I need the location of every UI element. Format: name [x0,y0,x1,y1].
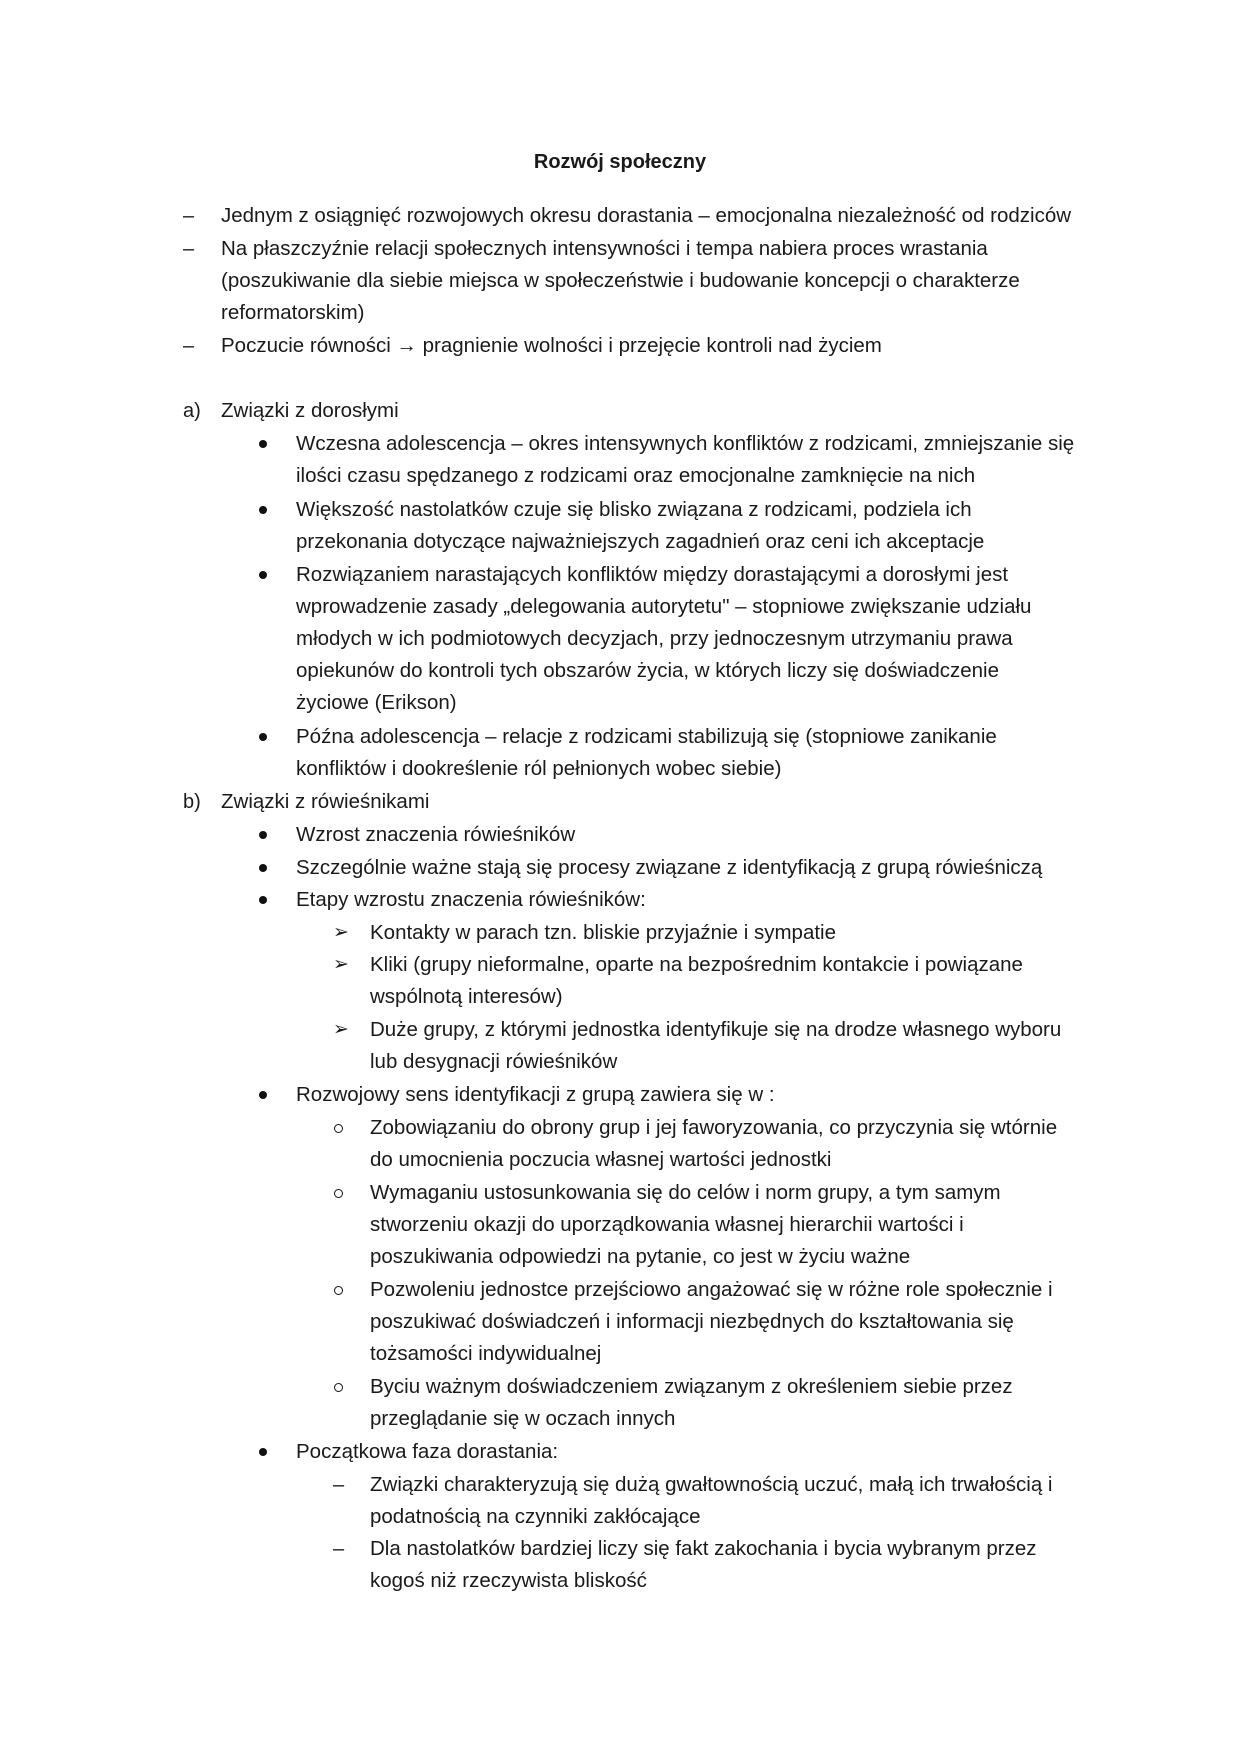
section-b-marker: b) [183,791,201,813]
bullet-dot [259,864,267,872]
section-b-heading: Związki z rówieśnikami [221,790,430,813]
bullet-dot [259,896,267,904]
document-title: Rozwój społeczny [533,151,707,173]
initial-phase-1-line-1: Związki charakteryzują się dużą gwałtownością uczuć, małą ich trwałością i [370,1473,1053,1496]
dash-marker: – [333,1474,345,1496]
bullet-dot [259,831,267,839]
bullet-dot [259,1448,267,1456]
section-a-item-1-line-1: Wczesna adolescencja – okres intensywnych konfliktów z rodzicami, zmniejszanie się [296,432,1075,455]
initial-phase-2-line-1: Dla nastolatków bardziej liczy się fakt zakochania i bycia wybranym przez [370,1537,1037,1560]
identification-2-line-2: stworzeniu okazji do uporządkowania własnej hierarchii wartości i [370,1213,964,1236]
intro-item-2-line-1: Na płaszczyźnie relacji społecznych intensywności i tempa nabiera proces wrastania [221,237,988,260]
section-b-item-2: Szczególnie ważne stają się procesy związane z identyfikacją z grupą rówieśniczą [296,856,1043,879]
identification-heading: Rozwojowy sens identyfikacji z grupą zawiera się w : [296,1083,775,1106]
section-a-item-2-line-1: Większość nastolatków czuje się blisko związana z rodzicami, podziela ich [296,498,972,521]
section-a-marker: a) [183,400,201,422]
intro-item-1-line-1: Jednym z osiągnięć rozwojowych okresu dorastania – emocjonalna niezależność od rodziców [221,204,1072,227]
identification-2-line-3: poszukiwania odpowiedzi na pytanie, co jest w życiu ważne [370,1245,911,1268]
section-b-item-3: Etapy wzrostu znaczenia rówieśników: [296,888,646,911]
section-a-item-2-line-2: przekonania dotyczące najważniejszych zagadnień oraz ceni ich akceptacje [296,530,985,553]
bullet-dot [259,506,267,514]
section-a-item-4-line-1: Późna adolescencja – relacje z rodzicami stabilizują się (stopniowe zanikanie [296,725,997,748]
section-a-item-4-line-2: konfliktów i dookreślenie ról pełnionych wobec siebie) [296,757,782,780]
bullet-dot [259,1091,267,1099]
arrowhead-bullet-icon: ➢ [333,922,349,943]
stage-1-line-1: Kontakty w parach tzn. bliskie przyjaźnie i sympatie [370,921,837,944]
arrowhead-bullet-icon: ➢ [333,1019,349,1040]
identification-3-line-3: tożsamości indywidualnej [370,1342,602,1365]
identification-1-line-2: do umocnienia poczucia własnej wartości jednostki [370,1148,832,1171]
stage-2-line-1: Kliki (grupy nieformalne, oparte na bezpośrednim kontakcie i powiązane [370,953,1023,976]
stage-2-line-2: wspólnotą interesów) [370,985,563,1008]
bullet-dot [259,440,267,448]
identification-4-line-1: Byciu ważnym doświadczeniem związanym z określeniem siebie przez [370,1375,1013,1398]
circle-bullet [334,1189,343,1198]
circle-bullet [334,1383,343,1392]
identification-3-line-1: Pozwoleniu jednostce przejściowo angażować się w różne role społecznie i [370,1278,1053,1301]
identification-1-line-1: Zobowiązaniu do obrony grup i jej faworyzowania, co przyczynia się wtórnie [370,1116,1058,1139]
section-a-item-3-line-4: opiekunów do kontroli tych obszarów życia, w których liczy się doświadczenie [296,659,1000,682]
circle-bullet [334,1286,343,1295]
section-b-item-1: Wzrost znaczenia rówieśników [296,823,576,846]
section-a-item-3-line-1: Rozwiązaniem narastających konfliktów między dorastającymi a dorosłymi jest [296,563,1009,586]
dash-marker: – [333,1538,345,1560]
intro-item-2-line-2: (poszukiwanie dla siebie miejsca w społeczeństwie i budowanie koncepcji o charakterze [221,269,1020,292]
section-a-item-3-line-5: życiowe (Erikson) [296,691,457,714]
circle-bullet [334,1124,343,1133]
initial-phase-1-line-2: podatnością na czynniki zakłócające [370,1505,701,1528]
bullet-dot [259,571,267,579]
dash-marker: – [183,238,195,260]
identification-2-line-1: Wymaganiu ustosunkowania się do celów i norm grupy, a tym samym [370,1181,1001,1204]
initial-phase-heading: Początkowa faza dorastania: [296,1440,559,1463]
dash-marker: – [183,335,195,357]
identification-3-line-2: poszukiwać doświadczeń i informacji niezbędnych do kształtowania się [370,1310,1014,1333]
dash-marker: – [183,205,195,227]
bullet-dot [259,733,267,741]
stage-3-line-1: Duże grupy, z którymi jednostka identyfikuje się na drodze własnego wyboru [370,1018,1062,1041]
arrowhead-bullet-icon: ➢ [333,954,349,975]
section-a-item-3-line-2: wprowadzenie zasady „delegowania autorytetu" – stopniowe zwiększanie udziału [296,595,1032,618]
initial-phase-2-line-2: kogoś niż rzeczywista bliskość [370,1569,647,1592]
section-a-item-1-line-2: ilości czasu spędzanego z rodzicami oraz emocjonalne zamknięcie na nich [296,464,976,487]
intro-item-3-line-1: Poczucie równości → pragnienie wolności i przejęcie kontroli nad życiem [221,334,882,357]
section-a-heading: Związki z dorosłymi [221,399,399,422]
identification-4-line-2: przeglądanie się w oczach innych [370,1407,676,1430]
stage-3-line-2: lub desygnacji rówieśników [370,1050,618,1073]
intro-item-2-line-3: reformatorskim) [221,301,365,324]
section-a-item-3-line-3: młodych w ich podmiotowych decyzjach, przy jednoczesnym utrzymaniu prawa [296,627,1013,650]
